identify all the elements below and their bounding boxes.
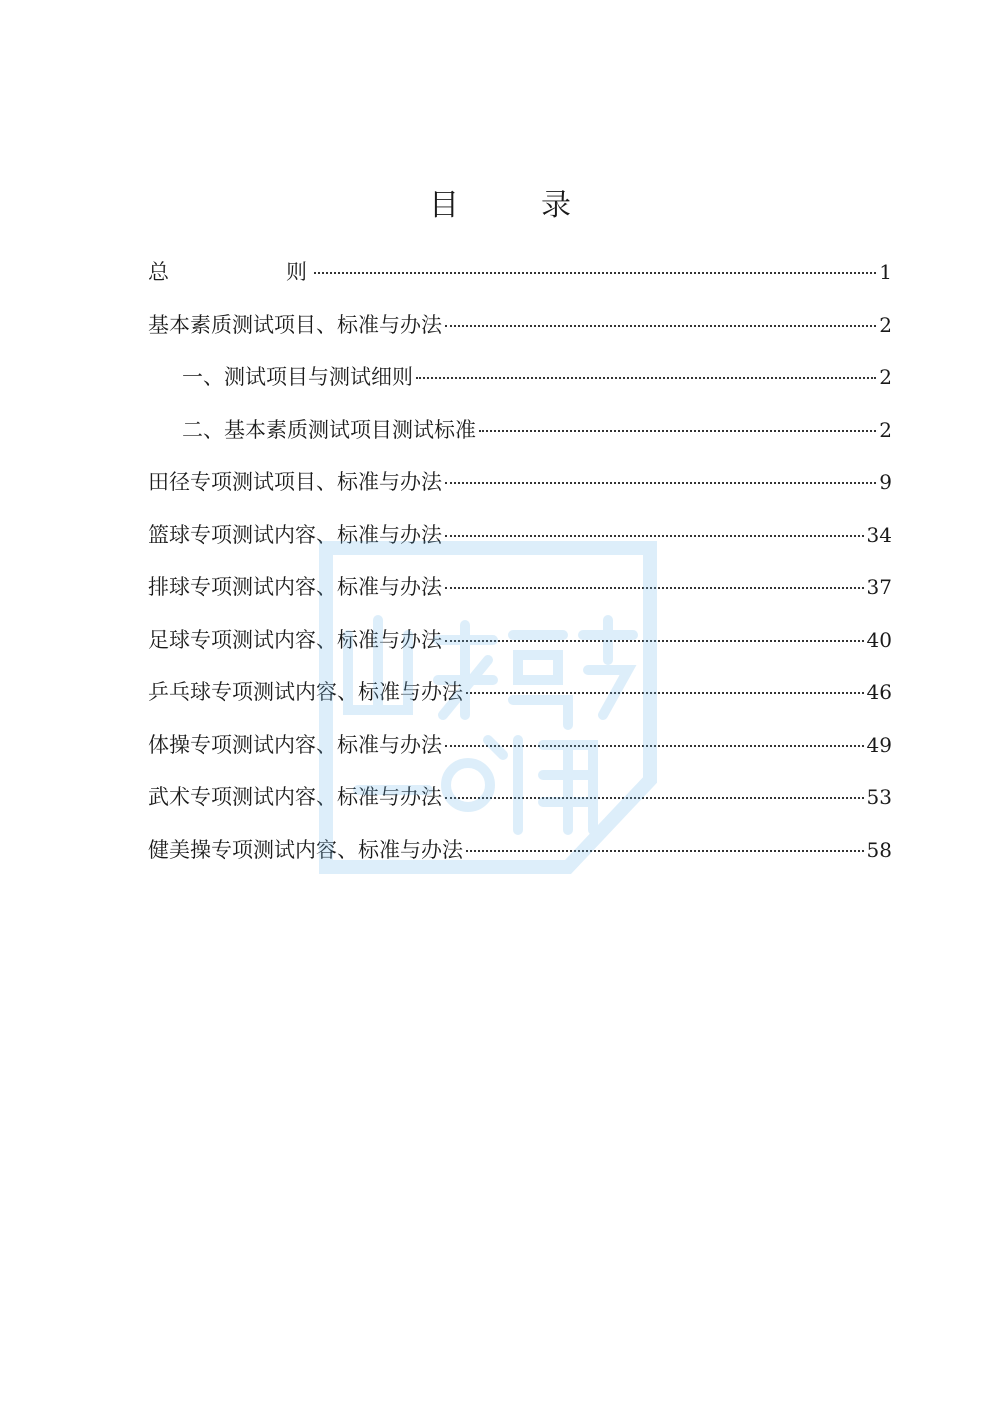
toc-entry-label: 一、测试项目与测试细则 xyxy=(182,365,413,389)
toc-entry xyxy=(148,670,892,723)
toc-entry xyxy=(148,618,892,671)
toc-leader-dots xyxy=(445,324,876,327)
toc-entry-page-number: 46 xyxy=(866,680,892,704)
toc-leader-dots xyxy=(445,639,864,642)
toc-leader-dots xyxy=(479,429,876,432)
toc-leader-dots xyxy=(416,376,876,379)
toc-entry-page-number: 2 xyxy=(879,312,892,337)
toc-entry-label: 田径专项测试项目、标准与办法 xyxy=(148,470,442,494)
toc-leader-dots xyxy=(466,691,864,694)
toc-entry-page-number: 37 xyxy=(866,575,892,599)
table-of-contents xyxy=(148,250,892,880)
toc-entry xyxy=(148,408,892,461)
toc-entry-page-number: 1 xyxy=(879,260,892,284)
toc-title: 目 录 xyxy=(429,188,597,223)
toc-entry-page-number: 58 xyxy=(866,837,892,862)
toc-entry xyxy=(148,250,892,303)
toc-entry xyxy=(148,513,892,566)
toc-entry-label: 乒乓球专项测试内容、标准与办法 xyxy=(148,680,463,704)
toc-leader-dots xyxy=(445,744,864,747)
toc-entry-page-number: 2 xyxy=(879,365,892,389)
toc-entry xyxy=(148,565,892,618)
toc-entry-page-number: 40 xyxy=(866,627,892,652)
toc-leader-dots xyxy=(445,796,864,799)
toc-entry xyxy=(148,460,892,513)
toc-entry xyxy=(148,303,892,356)
toc-entry-page-number: 9 xyxy=(879,470,892,494)
toc-leader-dots xyxy=(445,534,864,537)
toc-entry-label: 健美操专项测试内容、标准与办法 xyxy=(148,837,463,862)
toc-leader-dots xyxy=(445,481,876,484)
toc-entry xyxy=(148,828,892,881)
toc-entry-label: 足球专项测试内容、标准与办法 xyxy=(148,627,442,652)
toc-entry-label: 体操专项测试内容、标准与办法 xyxy=(148,732,442,757)
toc-entry-page-number: 53 xyxy=(866,785,892,809)
toc-entry-page-number: 34 xyxy=(866,522,892,547)
toc-entry-page-number: 49 xyxy=(866,732,892,757)
toc-entry-label: 基本素质测试项目、标准与办法 xyxy=(148,312,442,337)
toc-leader-dots xyxy=(445,586,864,589)
toc-entry-label: 总 则 xyxy=(148,260,355,284)
toc-entry xyxy=(148,775,892,828)
toc-entry-label: 篮球专项测试内容、标准与办法 xyxy=(148,522,442,547)
toc-entry-label: 二、基本素质测试项目测试标准 xyxy=(182,417,476,442)
toc-entry-label: 武术专项测试内容、标准与办法 xyxy=(148,785,442,809)
toc-entry xyxy=(148,723,892,776)
toc-entry xyxy=(148,355,892,408)
toc-leader-dots xyxy=(314,271,876,274)
toc-entry-label: 排球专项测试内容、标准与办法 xyxy=(148,575,442,599)
toc-leader-dots xyxy=(466,849,864,852)
toc-entry-page-number: 2 xyxy=(879,417,892,442)
